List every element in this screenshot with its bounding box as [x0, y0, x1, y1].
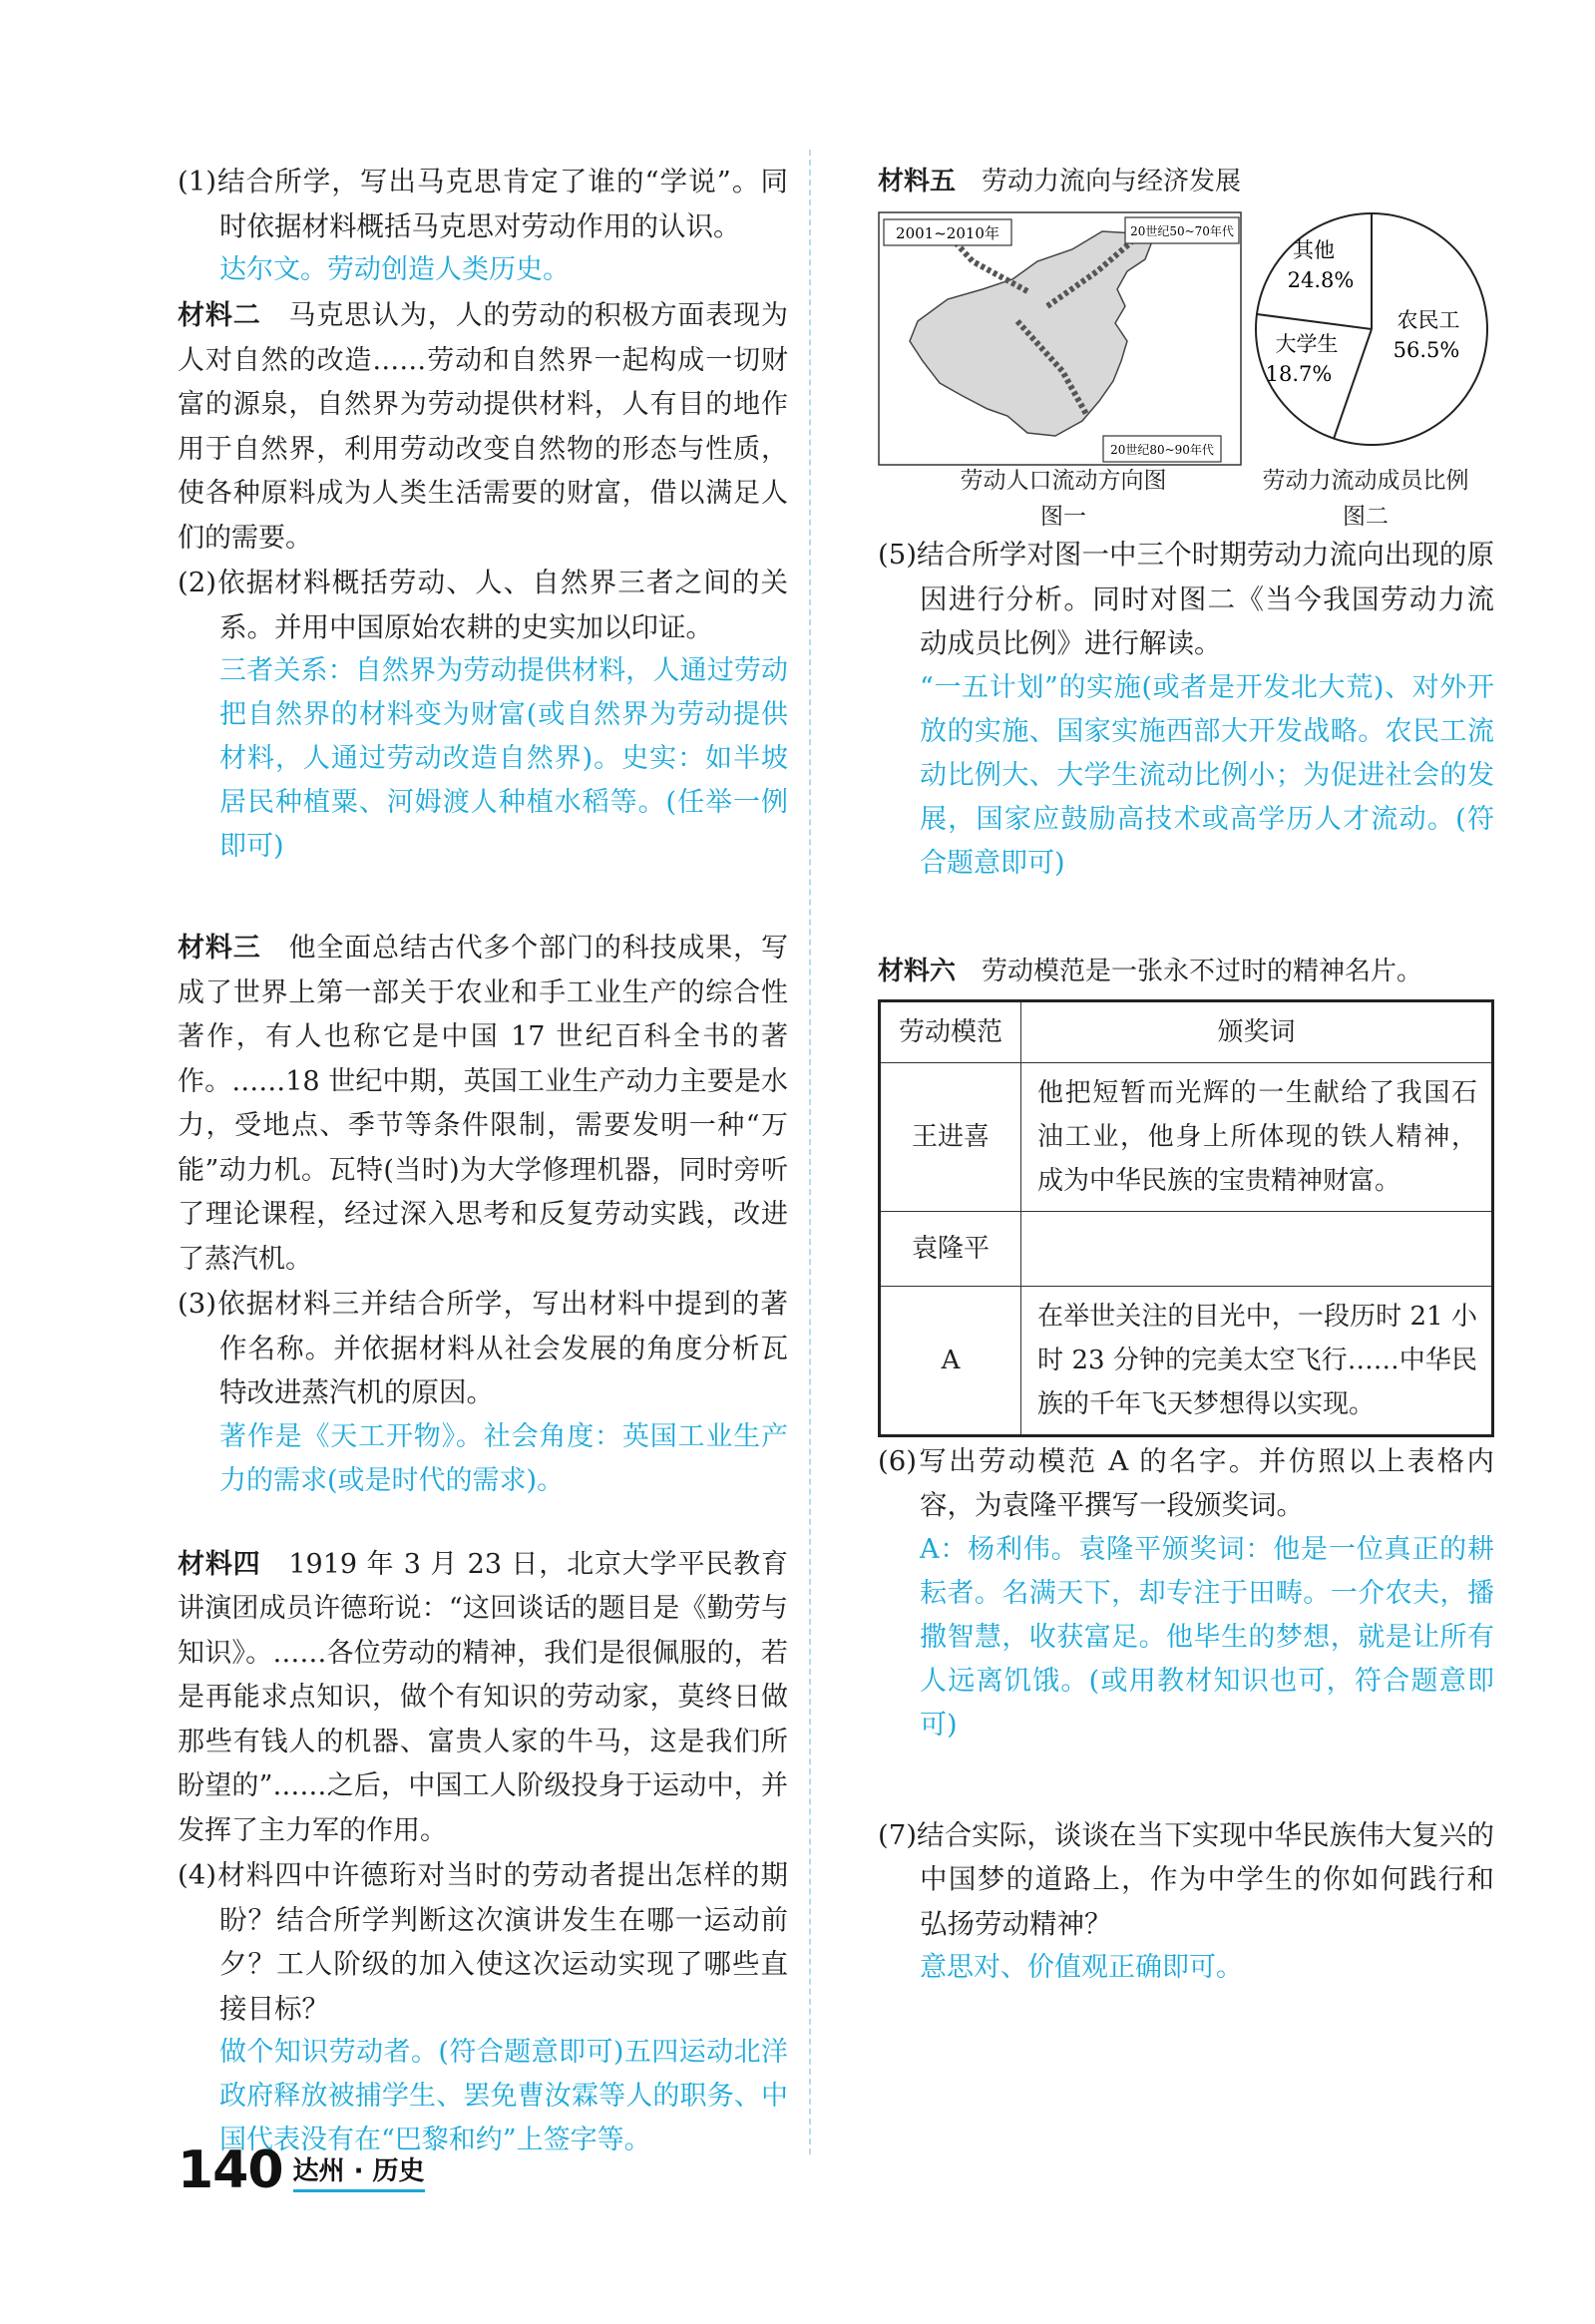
column-divider: [809, 150, 811, 2154]
material-6-heading: [878, 950, 1494, 993]
table-row: [880, 1211, 1493, 1286]
question-1: (1)结合所学，写出马克思肯定了谁的“学说”。同时依据材料概括马克思对劳动作用的认识。: [178, 166, 788, 242]
map-period-3: 20世纪80~90年代: [1110, 443, 1214, 457]
table-cell-name: A: [880, 1286, 1021, 1435]
table-header-row: [880, 1000, 1493, 1062]
pie-caption-text: 劳动力流动成员比例: [1262, 468, 1469, 494]
material-4-text: 1919 年 3 月 23 日，北京大学平民教育讲演团成员许德珩说：“这回谈话的题目是《勤劳与知识》。……各位劳动的精神，我们是很佩服的，若是再能求点知识，做个有知识的劳动家，莫终日做那些有钱人的机器、富贵人家的牛马，这是我们所盼望的”……之后，中国工人阶级投身于运动中，并发挥了主力军的作用。: [178, 1548, 788, 1846]
material-4: [178, 1543, 788, 1854]
material-2: [178, 294, 788, 561]
map-caption: [878, 463, 1249, 535]
table-row: [880, 1062, 1493, 1211]
labor-pie-chart: [1249, 211, 1494, 466]
pie-caption: [1237, 463, 1494, 535]
material-5-heading: [878, 160, 1494, 203]
table-header-citation: 颁奖词: [1021, 1000, 1493, 1062]
map-label-80-90: [1103, 436, 1221, 462]
labor-flow-map: [878, 211, 1242, 466]
map-label-2001-2010: [884, 219, 1011, 245]
right-column: [878, 160, 1494, 1990]
pie-fig-label: 图二: [1343, 504, 1389, 530]
material-5-figures: [878, 211, 1494, 533]
question-7: (7)结合实际，谈谈在当下实现中华民族伟大复兴的中国梦的道路上，作为中学生的你如何践行和弘扬劳动精神？: [878, 1818, 1494, 1940]
page-footer: [178, 2134, 425, 2198]
answer-1: 达尔文。劳动创造人类历史。: [219, 254, 570, 285]
map-caption-text: 劳动人口流动方向图: [960, 468, 1167, 494]
table-header-name: 劳动模范: [880, 1000, 1021, 1062]
material-4-label: 材料四: [178, 1548, 261, 1580]
material-3-text: 他全面总结古代多个部门的科技成果，写成了世界上第一部关于农业和手工业生产的综合性著作，有人也称它是中国 17 世纪百科全书的著作。……18 世纪中期，英国工业生产动力主要是水力，受地点、季节等条件限制，需要发明一种“万能”动力机。瓦特(当时)为大学修理机器，同时旁听了理论课程，经过深入思考和反复劳动实践，改进了蒸汽机。: [178, 933, 789, 1275]
material-5-label: 材料五: [878, 167, 957, 196]
answer-4: 做个知识劳动者。(符合题意即可)五四运动北洋政府释放被捕学生、罢免曹汝霖等人的职务、中国代表没有在“巴黎和约”上签字等。: [219, 2037, 788, 2155]
labor-model-table: [878, 999, 1494, 1437]
answer-6: A：杨利伟。袁隆平颁奖词：他是一位真正的耕耘者。名满天下，却专注于田畴。一介农夫，播撒智慧，收获富足。他毕生的梦想，就是让所有人远离饥饿。(或用教材知识也可，符合题意即可): [920, 1533, 1494, 1741]
page-number: 140: [178, 2140, 283, 2200]
answer-5: “一五计划”的实施(或者是开发北大荒)、对外开放的实施、国家实施西部大开发战略。农民工流动比例大、大学生流动比例小；为促进社会的发展，国家应鼓励高技术或高学历人才流动。(符合题意即可): [920, 671, 1494, 879]
pie-value-student: 18.7%: [1265, 362, 1333, 386]
map-period-2: 20世纪50~70年代: [1130, 224, 1234, 238]
map-period-1: 2001~2010年: [896, 224, 999, 242]
pie-value-other: 24.8%: [1287, 268, 1355, 292]
question-5: (5)结合所学对图一中三个时期劳动力流向出现的原因进行分析。同时对图二《当今我国劳动力流动成员比例》进行解读。: [878, 539, 1494, 659]
left-column: [178, 160, 788, 2162]
table-cell-name: 袁隆平: [880, 1211, 1021, 1286]
material-2-label: 材料二: [178, 300, 261, 331]
answer-3: 著作是《天工开物》。社会角度：英国工业生产力的需求(或是时代的需求)。: [219, 1420, 788, 1496]
material-3-label: 材料三: [178, 933, 261, 964]
table-cell-citation: 在举世关注的目光中，一段历时 21 小时 23 分钟的完美太空飞行……中华民族的千年飞天梦想得以实现。: [1021, 1286, 1493, 1435]
table-cell-citation: 他把短暂而光辉的一生献给了我国石油工业，他身上所体现的铁人精神，成为中华民族的宝贵精神财富。: [1021, 1062, 1493, 1211]
question-4: (4)材料四中许德珩对当时的劳动者提出怎样的期盼？结合所学判断这次演讲发生在哪一运动前夕？工人阶级的加入使这次运动实现了哪些直接目标？: [178, 1859, 788, 2025]
table-cell-citation: [1021, 1211, 1493, 1286]
question-2: (2)依据材料概括劳动、人、自然界三者之间的关系。并用中国原始农耕的史实加以印证。: [178, 567, 788, 643]
pie-value-migrant: 56.5%: [1393, 338, 1460, 362]
table-row: [880, 1286, 1493, 1435]
table-cell-name: 王进喜: [880, 1062, 1021, 1211]
pie-label-student: 大学生: [1275, 332, 1339, 356]
question-6: (6)写出劳动模范 A 的名字。并仿照以上表格内容，为袁隆平撰写一段颁奖词。: [878, 1444, 1494, 1521]
book-region: 达州 · 历史: [293, 2150, 425, 2192]
material-6-title: 劳动模范是一张永不过时的精神名片。: [982, 956, 1423, 986]
question-3: (3)依据材料三并结合所学，写出材料中提到的著作名称。并依据材料从社会发展的角度分析瓦特改进蒸汽机的原因。: [178, 1288, 788, 1408]
map-label-50-70: [1125, 217, 1239, 243]
pie-label-other: 其他: [1293, 238, 1335, 262]
material-6-label: 材料六: [878, 956, 957, 986]
answer-7: 意思对、价值观正确即可。: [920, 1952, 1243, 1983]
material-2-text: 马克思认为，人的劳动的积极方面表现为人对自然的改造……劳动和自然界一起构成一切财富的源泉，自然界为劳动提供材料，人有目的地作用于自然界，利用劳动改变自然物的形态与性质，使各种原料成为人类生活需要的财富，借以满足人们的需要。: [178, 300, 789, 554]
pie-label-migrant: 农民工: [1396, 308, 1460, 332]
material-3: [178, 927, 788, 1282]
material-5-title: 劳动力流向与经济发展: [982, 167, 1242, 196]
answer-2: 三者关系：自然界为劳动提供材料，人通过劳动把自然界的材料变为财富(或自然界为劳动提供材料，人通过劳动改造自然界)。史实：如半坡居民种植粟、河姆渡人种植水稻等。(任举一例即可): [219, 655, 788, 862]
map-fig-label: 图一: [1040, 504, 1086, 530]
